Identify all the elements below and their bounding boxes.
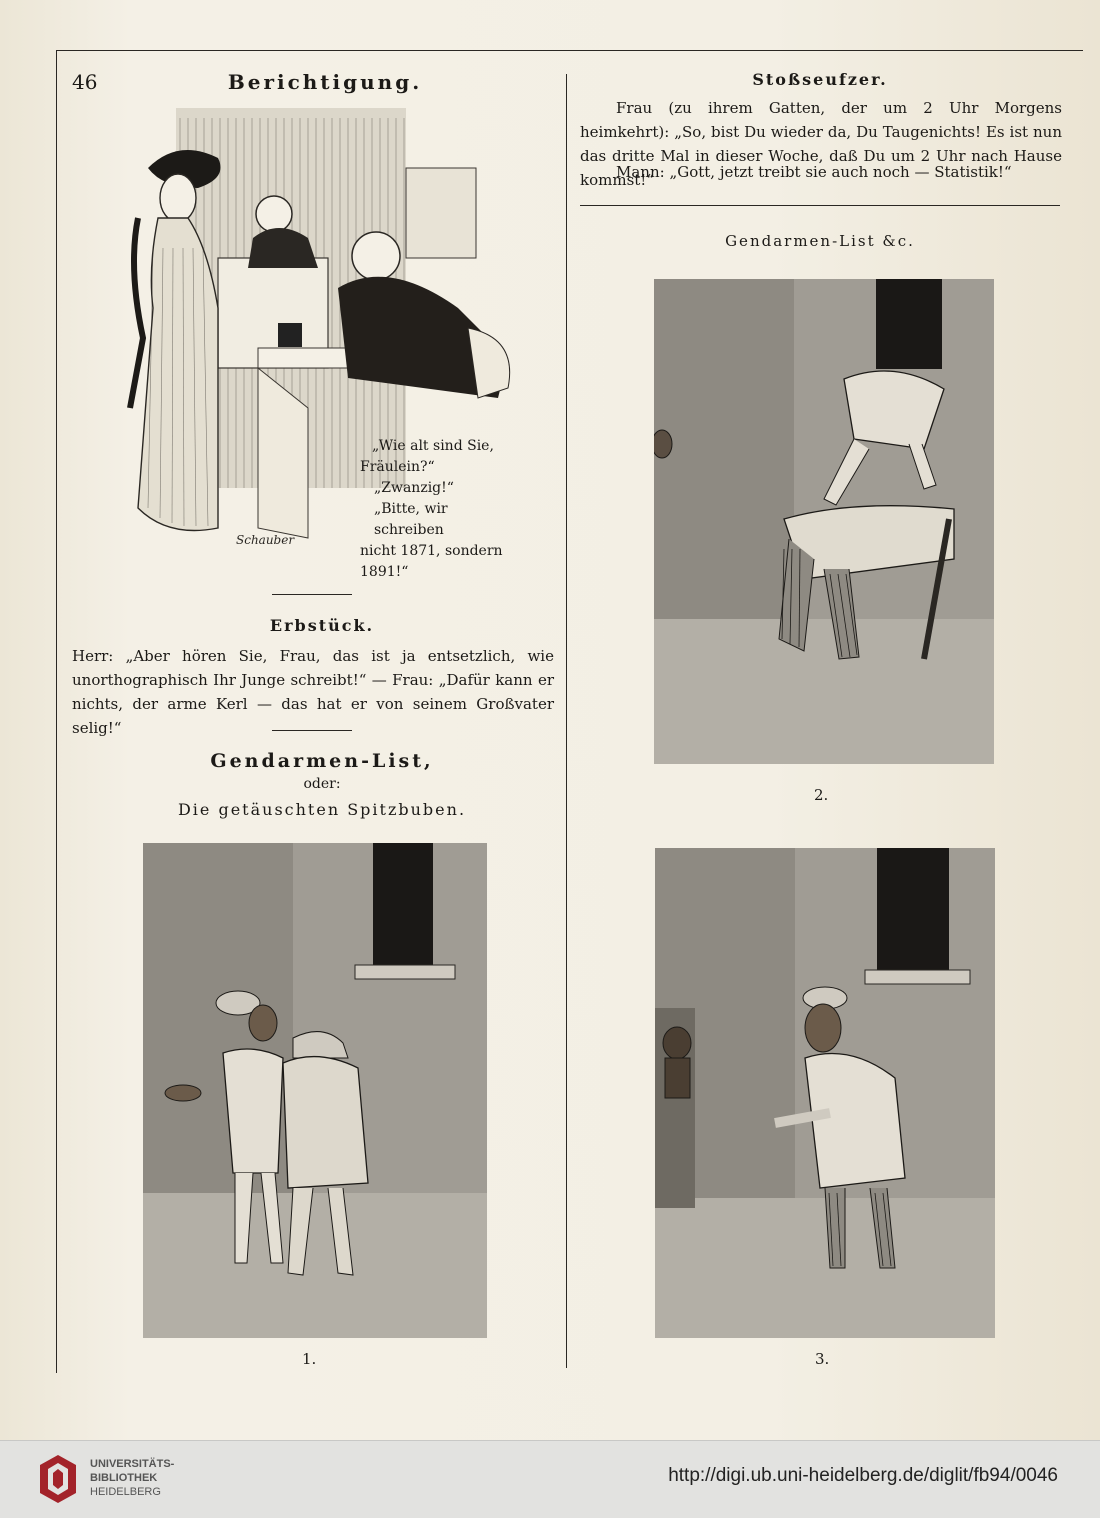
library-footer xyxy=(0,1440,1100,1518)
column-divider xyxy=(566,74,567,1368)
berichtigung-title: Berichtigung. xyxy=(227,70,423,94)
gendarmen-oder: oder: xyxy=(303,776,341,792)
library-logo-icon[interactable] xyxy=(38,1453,78,1505)
stossseufzer-title: Stoßseufzer. xyxy=(752,70,888,89)
gendarmen-title: Gendarmen-List, xyxy=(210,750,434,772)
caption-line: „Bitte, wir schreiben xyxy=(374,501,448,538)
plate-2-label: 2. xyxy=(814,786,829,804)
section-rule xyxy=(272,594,352,595)
stossseufzer-reply: Mann: „Gott, jetzt treibt sie auch noch — Statistik!“ xyxy=(616,163,1012,181)
plate-1-label: 1. xyxy=(302,1350,317,1368)
gendarmen-cont-title: Gendarmen-List &c. xyxy=(725,232,915,250)
library-name-line: UNIVERSITÄTS- xyxy=(90,1458,175,1470)
caption-line: „Zwanzig!“ xyxy=(374,480,454,496)
plate-1 xyxy=(143,843,487,1338)
plate-3 xyxy=(655,848,995,1338)
source-url-link[interactable]: http://digi.ub.uni-heidelberg.de/diglit/fb94/0046 xyxy=(668,1465,1058,1486)
berichtigung-caption xyxy=(360,436,520,583)
section-rule xyxy=(580,205,1060,206)
section-rule xyxy=(272,730,352,731)
caption-line: „Wie alt sind Sie, xyxy=(372,438,494,454)
erbstueck-text: Herr: „Aber hören Sie, Frau, das ist ja entsetzlich, wie unorthographisch Ihr Junge schreibt!“ — Frau: „Dafür kann er nichts, der arme Kerl — das hat er von seinem Großvater selig!“ xyxy=(72,647,554,737)
caption-line: nicht 1871, sondern xyxy=(360,543,503,559)
caption-line: 1891!“ xyxy=(360,564,409,580)
library-name-line: HEIDELBERG xyxy=(90,1486,161,1498)
caption-line: Fräulein?“ xyxy=(360,459,435,475)
plate-3-label: 3. xyxy=(815,1350,830,1368)
stossseufzer-text: Frau (zu ihrem Gatten, der um 2 Uhr Morgens heimkehrt): „So, bist Du wieder da, Du Taugenichts! Es ist nun das dritte Mal in dieser Woche, daß Du um 2 Uhr nach Hause kommst!“ xyxy=(580,99,1062,189)
library-name-line: BIBLIOTHEK xyxy=(90,1472,158,1484)
page-number: 46 xyxy=(72,70,98,94)
erbstueck-title: Erbstück. xyxy=(269,616,375,635)
signature: Schauber xyxy=(236,533,295,547)
library-name xyxy=(90,1457,174,1499)
plate-2 xyxy=(654,279,994,764)
gendarmen-subtitle: Die getäuschten Spitzbuben. xyxy=(177,800,467,819)
